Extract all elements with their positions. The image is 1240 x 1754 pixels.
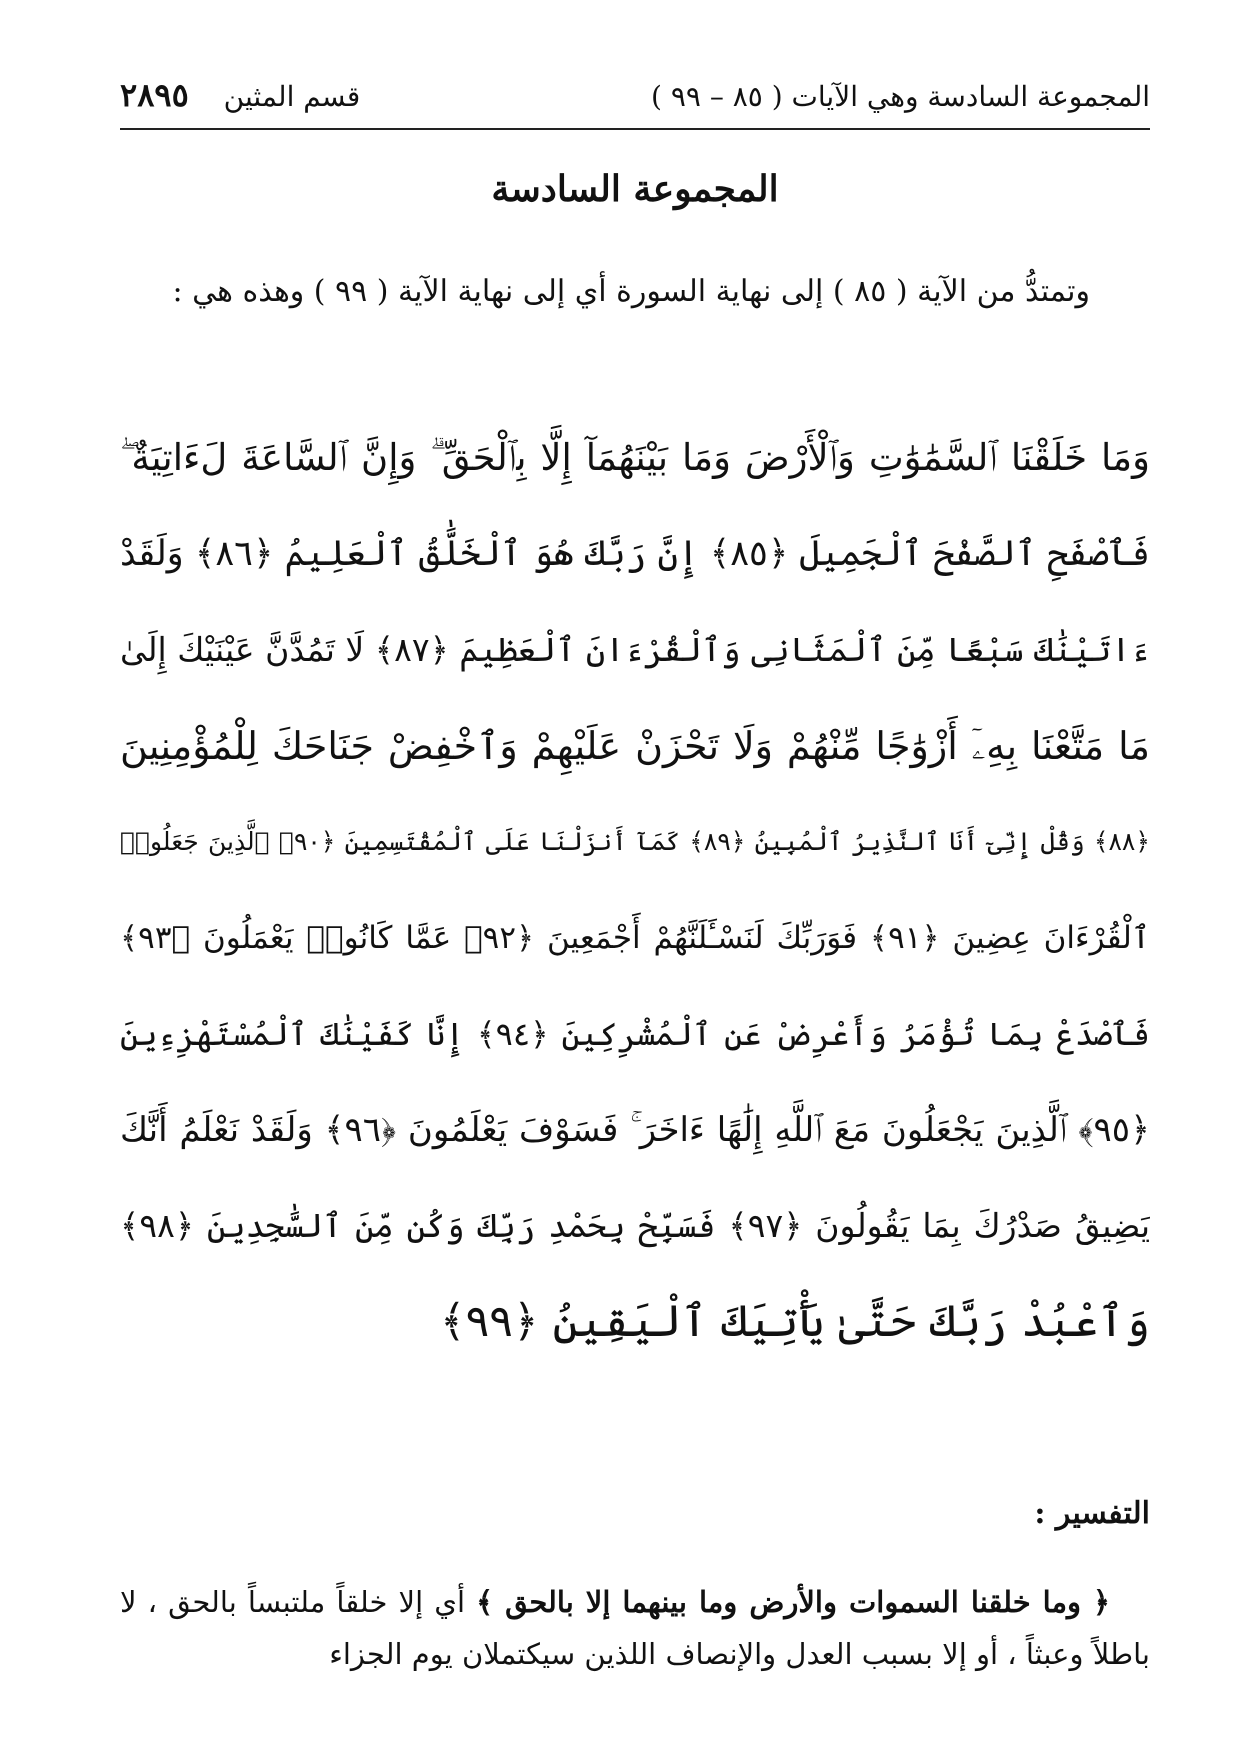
verse-line: ٱلْقُرْءَانَ عِضِينَ ﴿٩١﴾ فَوَرَبِّكَ لَنَسْـَٔلَنَّهُمْ أَجْمَعِينَ ﴿٩٢﴾ عَمَّا كَانُوا۟ يَعْمَلُونَ ﴿٩٣﴾ (120, 920, 1150, 956)
tafsir-text: أي إلا خلقاً ملتبساً بالحق ، لا باطلاً وعبثاً ، أو إلا بسبب العدل والإنصاف اللذين سيكتملان يوم الجزاء (120, 1585, 1150, 1671)
tafsir-paragraph (120, 1576, 1150, 1680)
verse-line: فَٱصْفَحِ ٱلصَّفْحَ ٱلْجَمِيلَ ﴿٨٥﴾ إِنَّ رَبَّكَ هُوَ ٱلْخَلَّٰقُ ٱلْعَلِيمُ ﴿٨٦﴾ وَلَقَدْ (120, 534, 1150, 574)
section-name: قسم المثين (223, 80, 361, 113)
tafsir-heading: التفسير : (1034, 1496, 1150, 1531)
verse-line: وَمَا خَلَقْنَا ٱلسَّمَٰوَٰتِ وَٱلْأَرْضَ وَمَا بَيْنَهُمَآ إِلَّا بِٱلْحَقِّ ۗ وَإِنَّ ٱلسَّاعَةَ لَءَاتِيَةٌ ۖ (120, 436, 1150, 479)
page-number: ٢٨٩٥ (120, 76, 189, 114)
running-header (120, 72, 1150, 132)
verse-line: ءَاتَيْنَٰكَ سَبْعًا مِّنَ ٱلْمَثَانِى وَٱلْقُرْءَانَ ٱلْعَظِيمَ ﴿٨٧﴾ لَا تَمُدَّنَّ عَيْنَيْكَ إِلَىٰ (120, 630, 1150, 669)
verse-line: وَٱعْبُدْ رَبَّكَ حَتَّىٰ يَأْتِيَكَ ٱلْيَقِينُ ﴿٩٩﴾ (439, 1296, 1150, 1347)
verse-line: يَضِيقُ صَدْرُكَ بِمَا يَقُولُونَ ﴿٩٧﴾ فَسَبِّحْ بِحَمْدِ رَبِّكَ وَكُن مِّنَ ٱلسَّٰجِدِينَ ﴿٩٨﴾ (120, 1206, 1150, 1245)
section-title: المجموعة السادسة (491, 168, 779, 210)
header-left (120, 76, 360, 114)
chapter-info: المجموعة السادسة وهي الآيات ( ٨٥ – ٩٩ ) (651, 80, 1150, 113)
header-divider (120, 128, 1150, 130)
verse-line: مَا مَتَّعْنَا بِهِۦٓ أَزْوَٰجًا مِّنْهُمْ وَلَا تَحْزَنْ عَلَيْهِمْ وَٱخْفِضْ جَنَاحَكَ لِلْمُؤْمِنِينَ (120, 724, 1150, 768)
intro-paragraph: وتمتدُّ من الآية ( ٨٥ ) إلى نهاية السورة أي إلى نهاية الآية ( ٩٩ ) وهذه هي : (172, 274, 1090, 309)
verse-line: فَٱصْدَعْ بِمَا تُؤْمَرُ وَأَعْرِضْ عَنِ ٱلْمُشْرِكِينَ ﴿٩٤﴾ إِنَّا كَفَيْنَٰكَ ٱلْمُسْتَهْزِءِينَ (120, 1015, 1150, 1053)
tafsir-quote: ﴿ وما خلقنا السموات والأرض وما بينهما إلا بالحق ﴾ (476, 1585, 1111, 1619)
verse-line: ﴿٨٨﴾ وَقُلْ إِنِّىٓ أَنَا ٱلنَّذِيرُ ٱلْمُبِينُ ﴿٨٩﴾ كَمَآ أَنزَلْنَا عَلَى ٱلْمُقْتَسِمِينَ ﴿٩٠﴾ ٱلَّذِينَ جَعَلُوا۟ (120, 827, 1150, 856)
quran-verses (120, 410, 1150, 1370)
verse-line: ﴿٩٥﴾ ٱلَّذِينَ يَجْعَلُونَ مَعَ ٱللَّهِ إِلَٰهًا ءَاخَرَ ۚ فَسَوْفَ يَعْلَمُونَ ﴿٩٦﴾ وَلَقَدْ نَعْلَمُ أَنَّكَ (120, 1110, 1150, 1150)
